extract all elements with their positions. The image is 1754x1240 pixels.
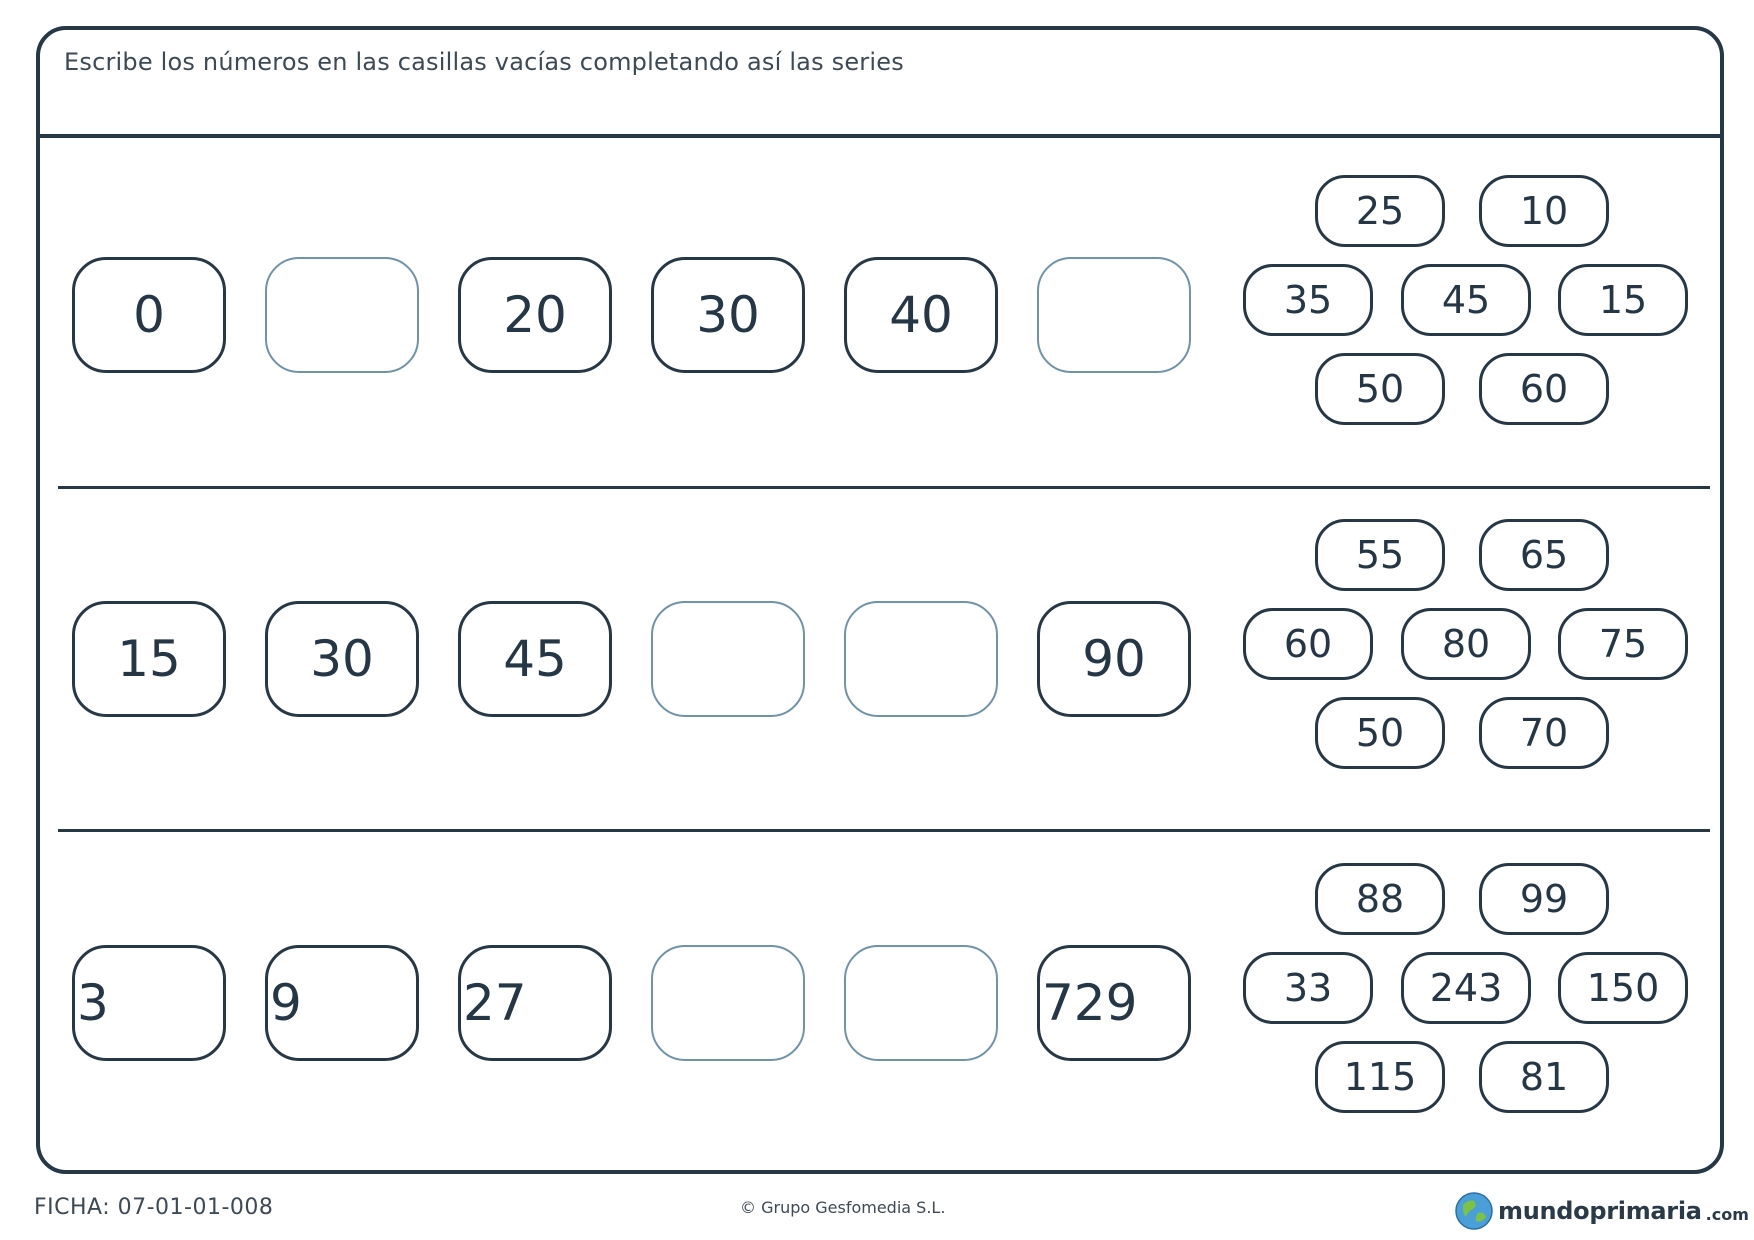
option-chip: 150 <box>1558 952 1688 1024</box>
series-box: 3 <box>72 945 226 1061</box>
series-box: 90 <box>1037 601 1191 717</box>
header-divider <box>40 134 1720 138</box>
brand-logo[interactable] <box>1454 1190 1749 1232</box>
globe-icon <box>1454 1191 1494 1231</box>
option-chip: 45 <box>1401 264 1531 336</box>
answer-box-blank[interactable] <box>651 945 805 1061</box>
series-box: 30 <box>651 257 805 373</box>
answer-box-blank[interactable] <box>265 257 419 373</box>
option-chip: 25 <box>1315 175 1445 247</box>
worksheet-frame <box>36 26 1724 1174</box>
series-box: 9 <box>265 945 419 1061</box>
series-box: 0 <box>72 257 226 373</box>
series-box: 45 <box>458 601 612 717</box>
option-chip: 33 <box>1243 952 1373 1024</box>
series-row-3 <box>40 863 1720 1103</box>
option-chip: 81 <box>1479 1041 1609 1113</box>
row-divider <box>58 829 1710 832</box>
answer-box-blank[interactable] <box>844 601 998 717</box>
option-chip: 35 <box>1243 264 1373 336</box>
series-box: 40 <box>844 257 998 373</box>
option-chip: 75 <box>1558 608 1688 680</box>
answer-box-blank[interactable] <box>651 601 805 717</box>
series-box: 729 <box>1037 945 1191 1061</box>
series-box: 20 <box>458 257 612 373</box>
series-box: 30 <box>265 601 419 717</box>
worksheet-code: FICHA: 07-01-01-008 <box>34 1195 274 1220</box>
option-chip: 65 <box>1479 519 1609 591</box>
copyright-text: © Grupo Gesfomedia S.L. <box>740 1198 946 1217</box>
option-chip: 70 <box>1479 697 1609 769</box>
option-chip: 10 <box>1479 175 1609 247</box>
brand-domain: .com <box>1705 1204 1749 1224</box>
option-chip: 60 <box>1243 608 1373 680</box>
instruction-text: Escribe los números en las casillas vacías completando así las series <box>64 48 904 76</box>
option-chip: 55 <box>1315 519 1445 591</box>
row-divider <box>58 486 1710 489</box>
option-chip: 115 <box>1315 1041 1445 1113</box>
option-chip: 99 <box>1479 863 1609 935</box>
answer-box-blank[interactable] <box>844 945 998 1061</box>
series-box: 27 <box>458 945 612 1061</box>
series-row-2 <box>40 519 1720 759</box>
option-chip: 88 <box>1315 863 1445 935</box>
option-chip: 15 <box>1558 264 1688 336</box>
option-chip: 50 <box>1315 697 1445 769</box>
series-box: 15 <box>72 601 226 717</box>
option-chip: 50 <box>1315 353 1445 425</box>
answer-box-blank[interactable] <box>1037 257 1191 373</box>
option-chip: 80 <box>1401 608 1531 680</box>
brand-name: mundoprimaria <box>1498 1197 1702 1225</box>
option-chip: 243 <box>1401 952 1531 1024</box>
option-chip: 60 <box>1479 353 1609 425</box>
series-row-1 <box>40 175 1720 415</box>
